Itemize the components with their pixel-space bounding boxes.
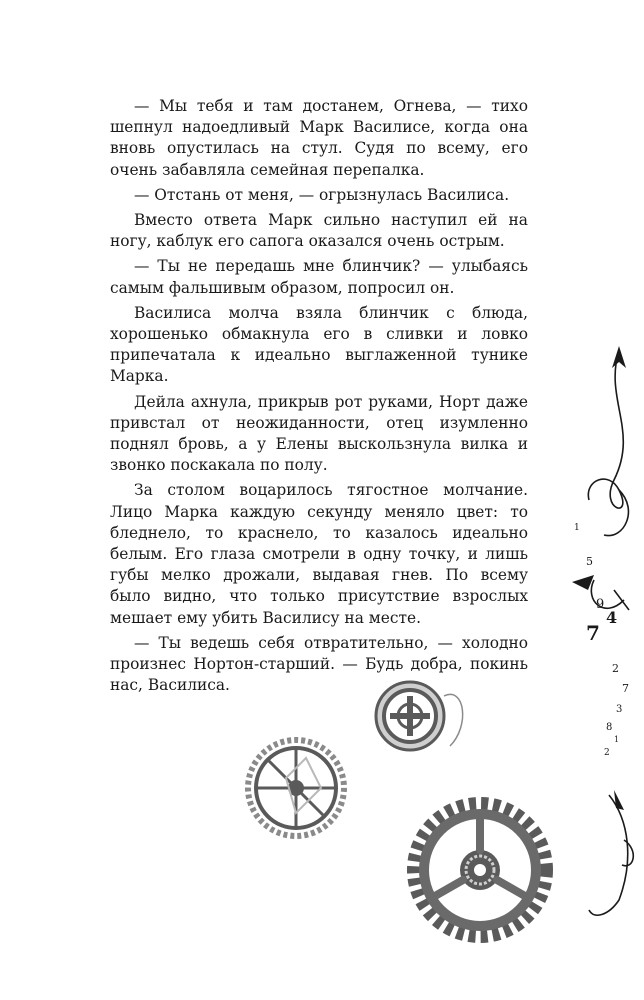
ornament-digit: 7 [622, 682, 629, 695]
gears-illustration [240, 670, 570, 1000]
paragraph: — Мы тебя и там достанем, Огнева, — тихо шепнул надоедливый Марк Василисе, когда она вновь опустилась на стул. Судя по всему, его очень забавляла семейная перепалка. [110, 97, 528, 179]
arrow-tip-icon [572, 575, 594, 590]
paragraph: — Ты ведешь себя отвратительно, — холодно произнес Нортон-старший. — Будь добра, покинь нас, Василиса. [110, 633, 528, 695]
gear-icon [248, 740, 344, 836]
paragraph: Вместо ответа Марк сильно наступил ей на ногу, каблук его сапога оказался очень острым. [110, 211, 528, 251]
arrow-tip-icon [614, 790, 624, 810]
ornament-digit: 2 [612, 662, 619, 675]
gear-icon [376, 682, 463, 750]
ornament-digit: 9 [596, 597, 605, 612]
body-text [110, 96, 528, 696]
paragraph: — Отстань от меня, — огрызнулась Василиса. [134, 185, 510, 204]
ornament-digit: 1 [574, 523, 580, 533]
ornament-digit: 2 [604, 748, 610, 758]
gear-icon [414, 804, 546, 936]
ornament-digit: 5 [586, 555, 593, 568]
ornament-digit: 8 [606, 722, 613, 733]
paragraph: Дейла ахнула, прикрыв рот руками, Норт даже привстал от неожиданности, отец изумленно поднял бровь, а у Елены выскользнула вилка и звонко поскакала по полу. [110, 392, 528, 475]
ornament-digit: 3 [616, 704, 623, 715]
arrow-tip-icon [612, 346, 626, 368]
ornament-digit: 4 [606, 608, 618, 627]
ornament-digit: 1 [614, 735, 620, 744]
paragraph: За столом воцарилось тягостное молчание. Лицо Марка каждую секунду меняло цвет: то бледнело, то краснело, то казалось идеально белым. Его глаза смотрели в одну точку, и лишь губы мелко дрожали, выдавая гнев. По всему было видно, что только присутствие взрослых мешает ему убить Василису на месте. [110, 481, 528, 627]
paragraph: — Ты не передашь мне блинчик? — улыбаясь самым фальшивым образом, попросил он. [110, 257, 528, 297]
paragraph: Василиса молча взяла блинчик с блюда, хорошенько обмакнула его в сливки и ловко припечатала к идеально выглаженной тунике Марка. [110, 303, 528, 386]
ornament-digit: 7 [586, 621, 600, 645]
